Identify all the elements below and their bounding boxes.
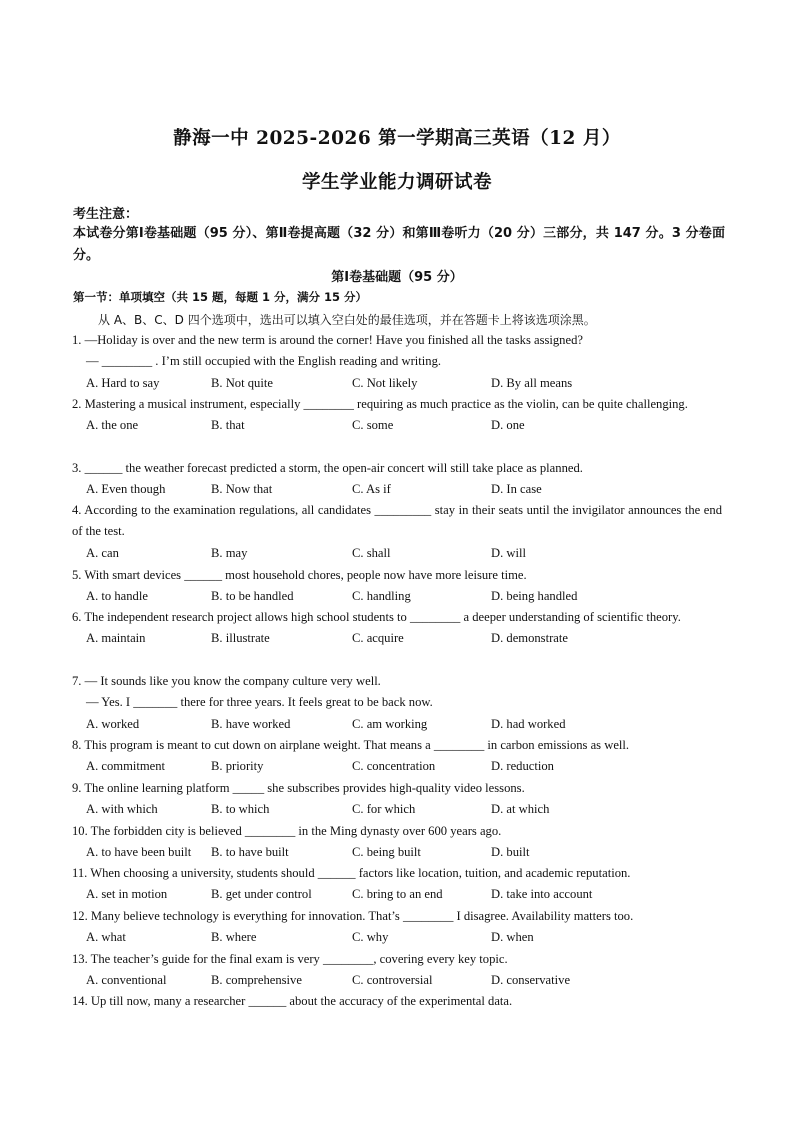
question-stem: 10. The forbidden city is believed ________ in the Ming dynasty over 600 years ago. (72, 824, 502, 838)
option-d: D. at which (491, 802, 550, 817)
question-12 (72, 906, 722, 949)
question-1 (72, 330, 722, 394)
option-b: B. may (211, 545, 248, 560)
question-stem: 9. The online learning platform _____ she subscribes provides high-quality video lessons. (72, 781, 525, 795)
question-stem: 13. The teacher’s guide for the final exam is very ________, covering every key topic. (72, 952, 508, 966)
option-b: B. Now that (211, 482, 273, 497)
answer-options (72, 543, 722, 564)
option-b: B. that (211, 418, 245, 433)
option-c: C. bring to an end (352, 887, 443, 902)
option-a: A. conventional (86, 973, 167, 988)
option-a: A. can (86, 545, 119, 560)
option-c: C. why (352, 930, 389, 945)
question-11 (72, 863, 722, 906)
option-a: A. Hard to say (86, 375, 160, 390)
option-b: B. where (211, 930, 257, 945)
question-6 (72, 607, 722, 650)
question-stem: 4. According to the examination regulations, all candidates _________ stay in their seats until the invigilator announces the end of the test. (72, 503, 722, 539)
option-d: D. In case (491, 482, 542, 497)
question-stem: 12. Many believe technology is everything for innovation. That’s ________ I disagree. Availability matters too. (72, 909, 634, 923)
part1-title: 第Ⅰ卷基础题（95 分） (331, 270, 463, 285)
section1-instruction: 从 A、B、C、D 四个选项中，选出可以填入空白处的最佳选项，并在答题卡上将该选项涂黑。 (98, 313, 596, 327)
question-stem: 8. This program is meant to cut down on airplane weight. That means a ________ in carbon emissions as well. (72, 738, 630, 752)
option-d: D. demonstrate (491, 631, 568, 646)
option-d: D. will (491, 545, 526, 560)
answer-options (72, 373, 722, 394)
option-c: C. concentration (352, 759, 436, 774)
option-a: A. Even though (86, 482, 166, 497)
exam-subtitle: 学生学业能力调研试卷 (301, 172, 492, 193)
notice-heading: 考生注意： (73, 207, 139, 222)
option-b: B. Not quite (211, 375, 273, 390)
question-dialogue-line: — ________ . I’m still occupied with the English reading and writing. (86, 354, 442, 369)
question-stem: 14. Up till now, many a researcher ______ about the accuracy of the experimental data. (72, 994, 513, 1008)
answer-options (72, 628, 722, 649)
option-c: C. for which (352, 802, 416, 817)
question-stem: 5. With smart devices ______ most household chores, people now have more leisure time. (72, 568, 527, 582)
answer-options (72, 884, 722, 905)
question-stem: 6. The independent research project allows high school students to ________ a deeper understanding of scientific theory. (72, 610, 681, 624)
option-a: A. the one (86, 418, 139, 433)
answer-options (72, 799, 722, 820)
question-5 (72, 565, 722, 608)
answer-options (72, 927, 722, 948)
question-stem: 2. Mastering a musical instrument, especially ________ requiring as much practice as the violin, can be quite challenging. (72, 397, 688, 411)
question-10 (72, 821, 722, 864)
option-a: A. commitment (86, 759, 166, 774)
option-b: B. to be handled (211, 589, 294, 604)
question-2 (72, 394, 722, 437)
question-4 (72, 500, 722, 564)
option-c: C. controversial (352, 973, 433, 988)
option-a: A. what (86, 930, 126, 945)
question-3 (72, 458, 722, 501)
exam-title: 静海一中 2025-2026 第一学期高三英语（12 月） (173, 128, 621, 149)
option-c: C. am working (352, 716, 428, 731)
option-b: B. have worked (211, 716, 291, 731)
option-d: D. By all means (491, 375, 573, 390)
option-d: D. had worked (491, 716, 566, 731)
question-stem: 11. When choosing a university, students should ______ factors like location, tuition, and academic reputation. (72, 866, 631, 880)
option-d: D. reduction (491, 759, 554, 774)
option-a: A. to handle (86, 589, 148, 604)
option-d: D. when (491, 930, 534, 945)
answer-options (72, 714, 722, 735)
question-14 (72, 991, 722, 1012)
option-c: C. acquire (352, 631, 404, 646)
option-a: A. set in motion (86, 887, 168, 902)
answer-options (72, 756, 722, 777)
option-a: A. to have been built (86, 845, 192, 860)
answer-options (72, 586, 722, 607)
option-b: B. to which (211, 802, 270, 817)
answer-options (72, 970, 722, 991)
answer-options (72, 479, 722, 500)
option-b: B. illustrate (211, 631, 270, 646)
option-a: A. maintain (86, 631, 146, 646)
option-c: C. being built (352, 845, 421, 860)
option-c: C. some (352, 418, 394, 433)
option-d: D. built (491, 845, 530, 860)
notice-body: 本试卷分第Ⅰ卷基础题（95 分）、第Ⅱ卷提高题（32 分）和第Ⅲ卷听力（20 分）三部分，共 147 分。3 分卷面分。 (73, 226, 725, 263)
option-d: D. conservative (491, 973, 571, 988)
question-9 (72, 778, 722, 821)
option-c: C. Not likely (352, 375, 418, 390)
option-d: D. take into account (491, 887, 593, 902)
option-d: D. being handled (491, 589, 578, 604)
option-a: A. with which (86, 802, 158, 817)
option-b: B. to have built (211, 845, 289, 860)
option-c: C. shall (352, 545, 391, 560)
question-13 (72, 949, 722, 992)
option-c: C. As if (352, 482, 391, 497)
option-a: A. worked (86, 716, 140, 731)
option-b: B. priority (211, 759, 264, 774)
answer-options (72, 842, 722, 863)
question-stem: 1. —Holiday is over and the new term is around the corner! Have you finished all the tasks assigned? (72, 333, 583, 347)
question-8 (72, 735, 722, 778)
question-7 (72, 671, 722, 735)
option-d: D. one (491, 418, 525, 433)
option-b: B. get under control (211, 887, 312, 902)
option-c: C. handling (352, 589, 411, 604)
answer-options (72, 415, 722, 436)
question-stem: 3. ______ the weather forecast predicted a storm, the open-air concert will still take place as planned. (72, 461, 583, 475)
question-stem: 7. — It sounds like you know the company culture very well. (72, 674, 381, 688)
option-b: B. comprehensive (211, 973, 302, 988)
section1-title: 第一节：单项填空（共 15 题，每题 1 分，满分 15 分） (73, 290, 368, 304)
question-dialogue-line: — Yes. I _______ there for three years. It feels great to be back now. (86, 695, 433, 710)
